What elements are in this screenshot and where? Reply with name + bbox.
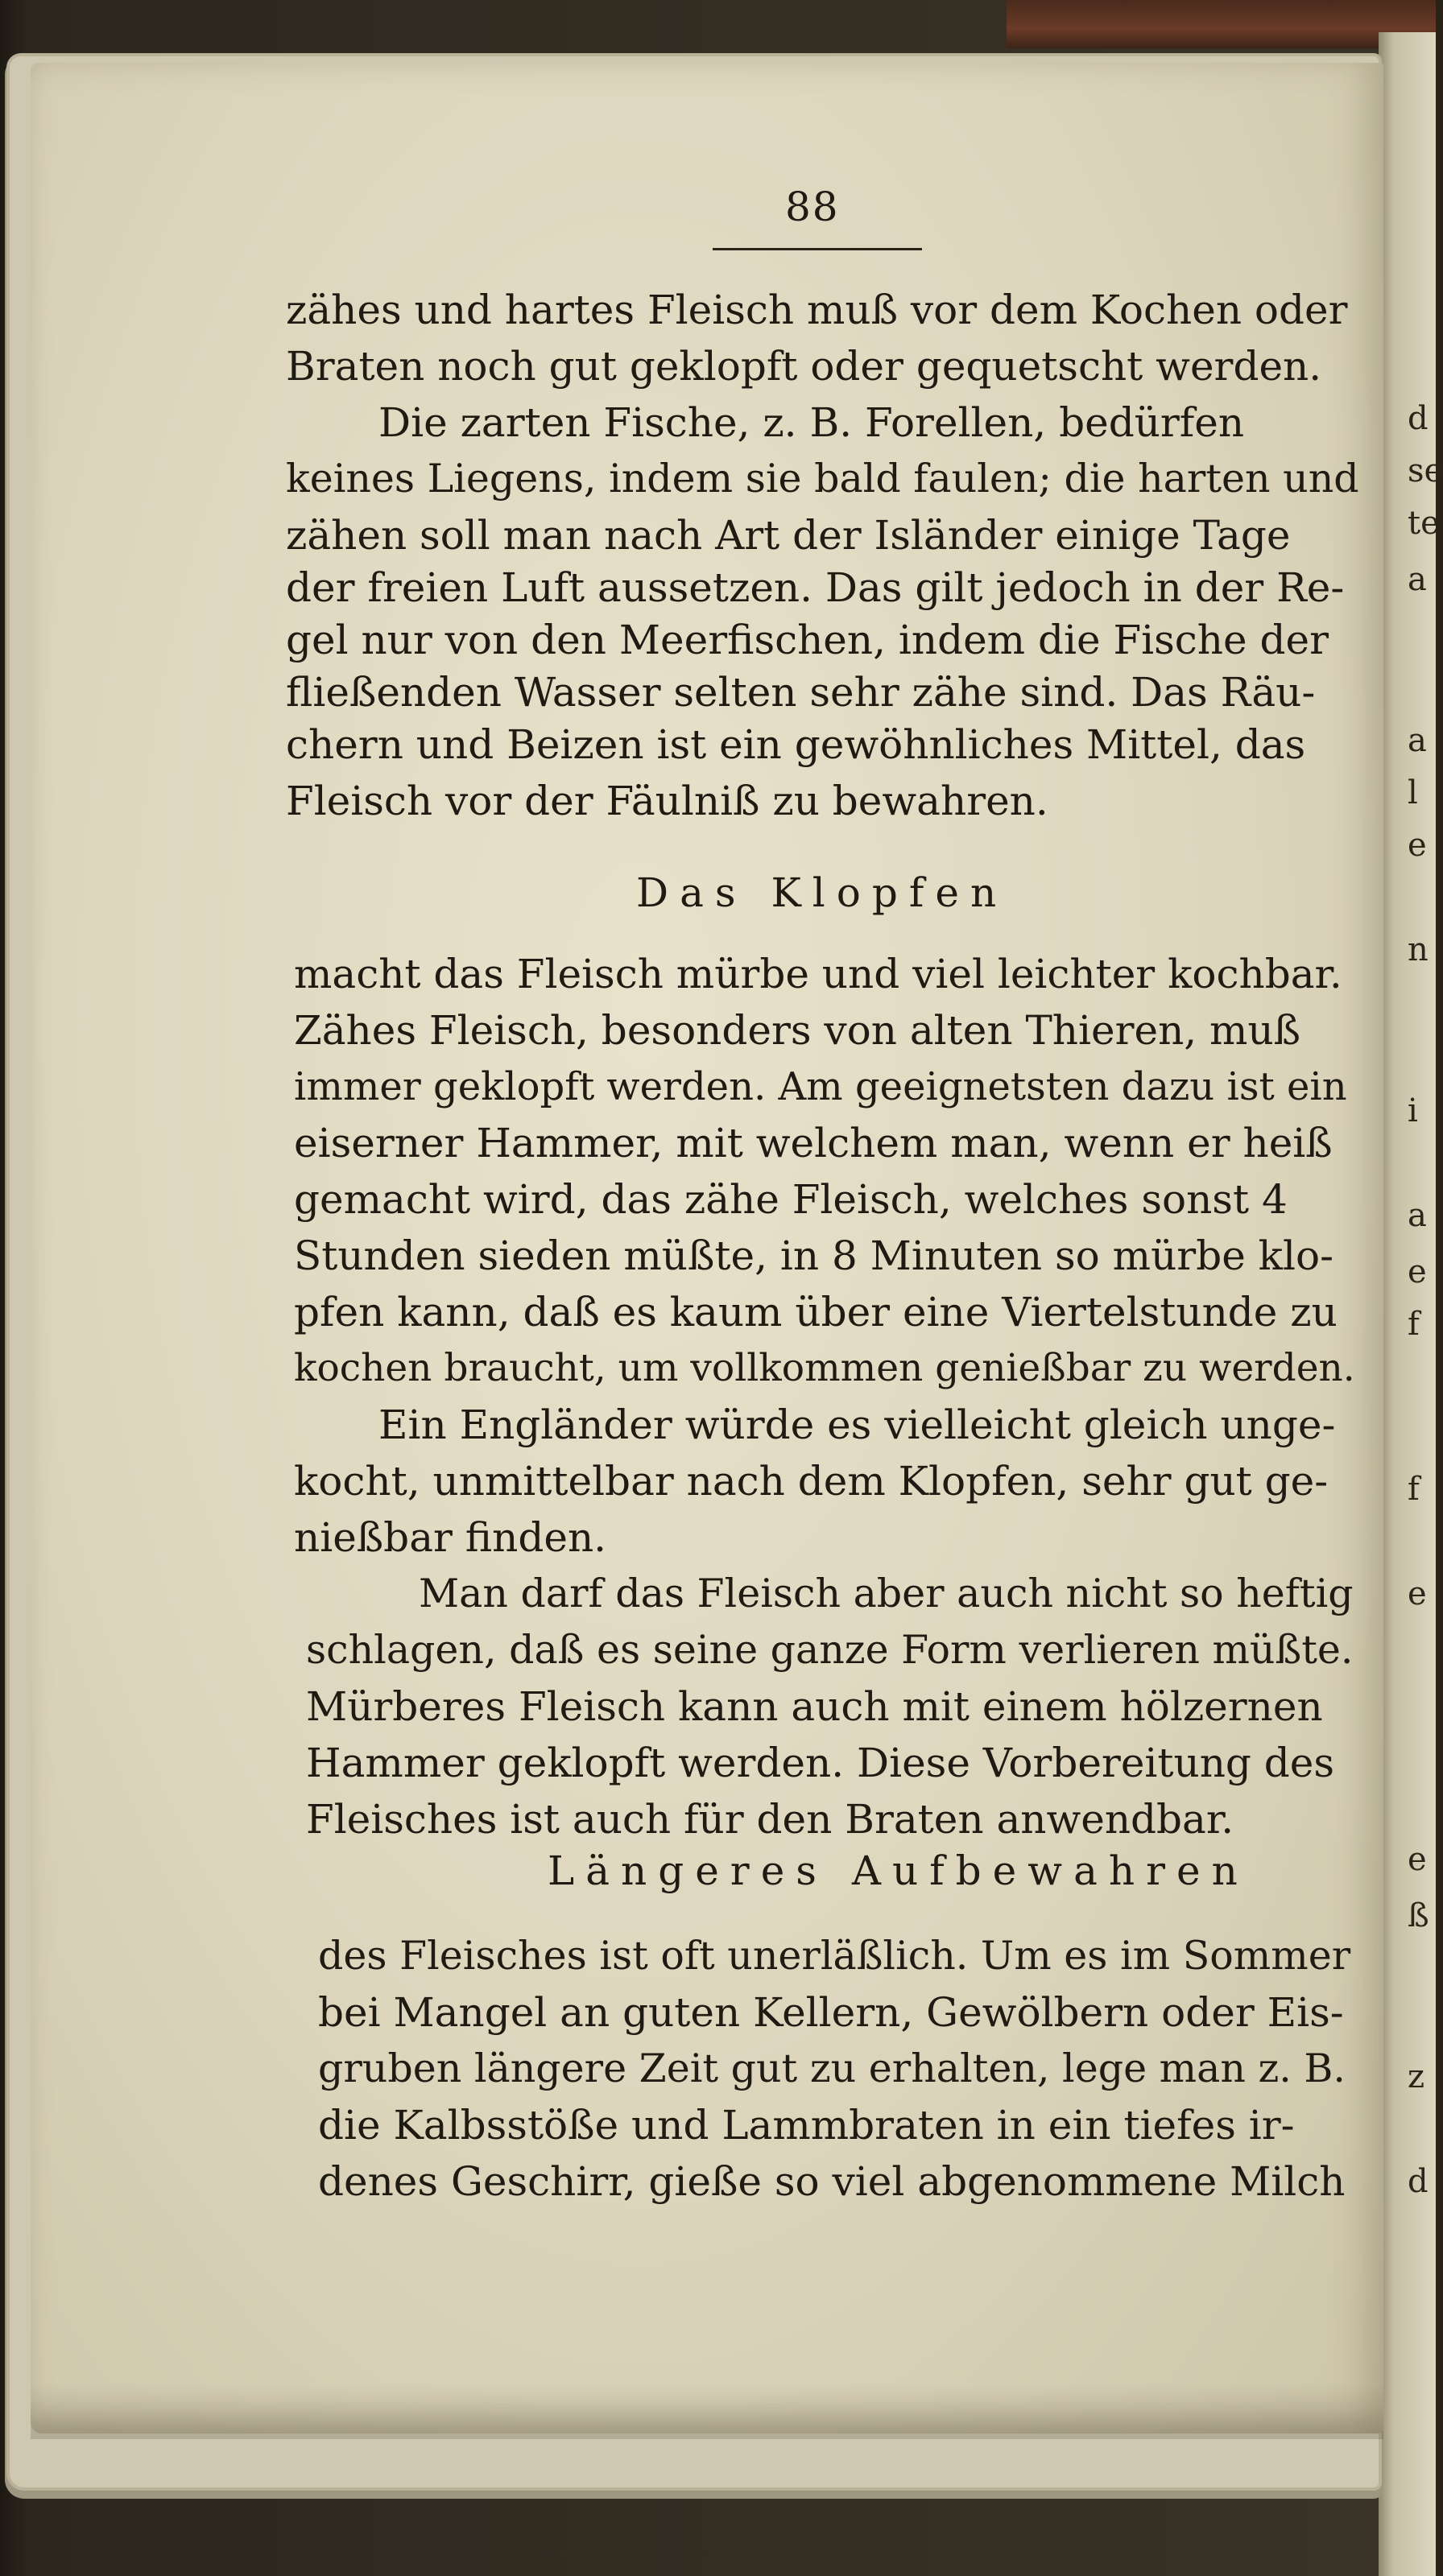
section-heading: Das Klopfen: [636, 869, 1008, 916]
facing-page-fragment: d: [1408, 400, 1429, 437]
facing-page-fragment: e: [1408, 1575, 1427, 1612]
text-line: zähes und hartes Fleisch muß vor dem Kochen oder: [286, 287, 1348, 333]
page-shadow: [31, 2383, 1383, 2439]
page-number: 88: [785, 184, 840, 230]
text-line: pfen kann, daß es kaum über eine Viertelstunde zu: [294, 1289, 1338, 1335]
facing-page-fragment: f: [1408, 1471, 1420, 1508]
text-line: schlagen, daß es seine ganze Form verlieren müßte.: [306, 1627, 1354, 1673]
text-line: Hammer geklopft werden. Diese Vorbereitung des: [306, 1740, 1335, 1786]
facing-page-fragment: z: [1408, 2058, 1425, 2095]
text-line: gemacht wird, das zähe Fleisch, welches sonst 4: [294, 1176, 1288, 1223]
text-line: eiserner Hammer, mit welchem man, wenn er heiß: [294, 1120, 1333, 1166]
facing-page-fragment: a: [1408, 1197, 1427, 1234]
text-line: des Fleisches ist oft unerläßlich. Um es im Sommer: [318, 1933, 1351, 1979]
facing-page: [1379, 32, 1443, 2576]
text-line: bei Mangel an guten Kellern, Gewölbern oder Eis-: [318, 1989, 1344, 2036]
text-line: nießbar finden.: [294, 1514, 607, 1561]
facing-page-fragment: e: [1408, 1841, 1427, 1878]
text-line: kocht, unmittelbar nach dem Klopfen, sehr gut ge-: [294, 1458, 1329, 1505]
facing-page-fragment: e: [1408, 827, 1427, 864]
header-rule: [713, 248, 922, 250]
text-line: Die zarten Fische, z. B. Forellen, bedürfen: [378, 399, 1245, 446]
facing-page-fragment: te: [1408, 505, 1440, 542]
text-line: immer geklopft werden. Am geeignetsten dazu ist ein: [294, 1064, 1347, 1109]
text-line: Fleisches ist auch für den Braten anwendbar.: [306, 1796, 1234, 1843]
text-line: Man darf das Fleisch aber auch nicht so heftig: [419, 1571, 1354, 1616]
facing-page-fragment: l: [1408, 774, 1418, 811]
text-line: zähen soll man nach Art der Isländer einige Tage: [286, 512, 1291, 559]
facing-page-fragment: f: [1408, 1306, 1420, 1343]
text-line: die Kalbsstöße und Lammbraten in ein tiefes ir-: [318, 2102, 1295, 2149]
facing-page-fragment: se: [1408, 452, 1443, 489]
book-cover-edge: [1007, 0, 1436, 48]
text-line: kochen braucht, um vollkommen genießbar zu werden.: [294, 1346, 1355, 1390]
text-line: macht das Fleisch mürbe und viel leichter kochbar.: [294, 951, 1342, 997]
text-line: chern und Beizen ist ein gewöhnliches Mittel, das: [286, 721, 1306, 768]
facing-page-fragment: d: [1408, 2163, 1429, 2200]
facing-page-fragment: e: [1408, 1253, 1427, 1290]
text-line: Ein Engländer würde es vielleicht gleich unge-: [378, 1402, 1336, 1448]
text-line: Mürberes Fleisch kann auch mit einem hölzernen: [306, 1683, 1323, 1730]
section-heading: Längeres Aufbewahren: [548, 1847, 1249, 1894]
text-line: keines Liegens, indem sie bald faulen; die harten und: [286, 456, 1359, 502]
facing-page-fragment: n: [1408, 931, 1429, 968]
text-line: gruben längere Zeit gut zu erhalten, lege man z. B.: [318, 2046, 1346, 2091]
text-line: fließenden Wasser selten sehr zähe sind. Das Räu-: [286, 669, 1316, 716]
facing-page-fragment: a: [1408, 561, 1427, 598]
text-line: Fleisch vor der Fäulniß zu bewahren.: [286, 778, 1048, 824]
text-line: Zähes Fleisch, besonders von alten Thieren, muß: [294, 1007, 1301, 1054]
text-line: gel nur von den Meerfischen, indem die Fische der: [286, 617, 1329, 663]
text-line: denes Geschirr, gieße so viel abgenommene Milch: [318, 2158, 1346, 2205]
text-line: Stunden sieden müßte, in 8 Minuten so mürbe klo-: [294, 1232, 1333, 1279]
facing-page-fragment: ß: [1408, 1897, 1429, 1934]
text-line: der freien Luft aussetzen. Das gilt jedoch in der Re-: [286, 564, 1345, 611]
facing-page-fragment: i: [1408, 1092, 1418, 1129]
text-line: Braten noch gut geklopft oder gequetscht werden.: [286, 343, 1322, 390]
facing-page-fragment: a: [1408, 722, 1427, 759]
